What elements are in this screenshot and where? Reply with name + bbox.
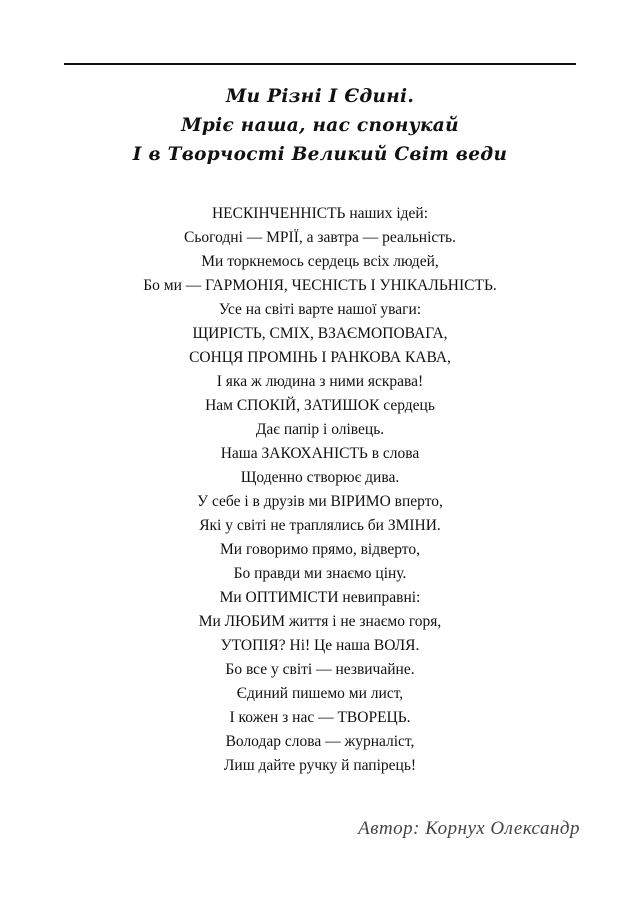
poem-line: Єдиний пишемо ми лист,: [236, 685, 404, 702]
poem-line: Ми ОПТИМІСТИ невиправні:: [219, 589, 421, 606]
poem-line: Ми ЛЮБИМ життя і не знаємо горя,: [198, 613, 442, 630]
poem-line: І кожен з нас — ТВОРЕЦЬ.: [229, 709, 411, 726]
poem-line: Ми торкнемось сердець всіх людей,: [201, 253, 439, 270]
poem-line: Які у світі не траплялись би ЗМІНИ.: [199, 517, 441, 534]
poem-line: ЩИРІСТЬ, СМІХ, ВЗАЄМОПОВАГА,: [192, 325, 448, 342]
poem-line: І яка ж людина з ними яскрава!: [216, 373, 424, 390]
poem-line: Щоденно створює дива.: [240, 469, 400, 486]
poem-body: [0, 202, 640, 778]
epigraph-line: Мріє наша, нас спонукай: [181, 115, 459, 136]
poem-line: Бо все у світі — незвичайне.: [225, 661, 415, 678]
poem-line: Ми говоримо прямо, відверто,: [220, 541, 420, 558]
poem-line: Сьогодні — МРІЇ, а завтра — реальність.: [183, 229, 456, 246]
top-divider: [64, 63, 576, 65]
poem-line: Наша ЗАКОХАНІСТЬ в слова: [220, 445, 420, 462]
poem-line: УТОПІЯ? Ні! Це наша ВОЛЯ.: [220, 637, 420, 654]
poem-line: Нам СПОКІЙ, ЗАТИШОК сердець: [205, 397, 435, 414]
poem-line: НЕСКІНЧЕННІСТЬ наших ідей:: [211, 205, 429, 222]
poem-line: Усе на світі варте нашої уваги:: [218, 301, 422, 318]
poem-line: Лиш дайте ручку й папірець!: [223, 757, 417, 774]
epigraph-line: І в Творчості Великий Світ веди: [132, 144, 508, 165]
epigraph-line: Ми Різні І Єдині.: [225, 86, 415, 107]
poem-line: Володар слова — журналіст,: [225, 733, 415, 750]
poem-line: У себе і в друзів ми ВІРИМО вперто,: [197, 493, 443, 510]
poem-line: СОНЦЯ ПРОМІНЬ І РАНКОВА КАВА,: [189, 349, 451, 366]
poem-line: Бо ми — ГАРМОНІЯ, ЧЕСНІСТЬ І УНІКАЛЬНІСТЬ.: [143, 277, 497, 294]
author-signature: Автор: Корнух Олександр: [358, 818, 580, 839]
poem-line: Дає папір і олівець.: [255, 421, 385, 438]
poem-epigraph: [0, 82, 640, 169]
poem-line: Бо правди ми знаємо ціну.: [233, 565, 407, 582]
